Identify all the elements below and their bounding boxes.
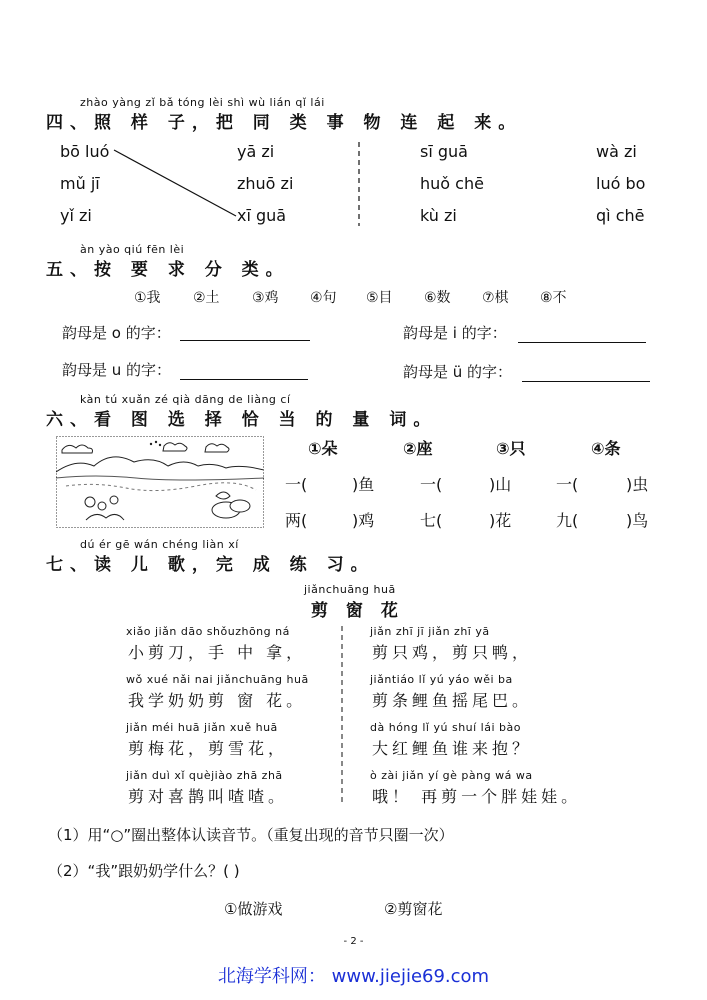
poem-left-pinyin-1: xiǎo jiǎn dāo shǒuzhōng ná — [126, 625, 290, 638]
poem-left-pinyin-4: jiǎn duì xǐ quèjiào zhā zhā — [126, 769, 283, 782]
s5-blank-label-v: 韵母是 ü 的字： — [403, 363, 513, 381]
q2-option-papercut: ②剪窗花 — [384, 900, 443, 918]
poem-left-line-1: 小剪刀，手 中 拿， — [128, 643, 307, 662]
page-number: - 2 - — [343, 936, 364, 947]
s5-pinyin: àn yào qiú fēn lèi — [80, 243, 185, 256]
s5-answer-line-v[interactable] — [522, 363, 650, 382]
s6-blank-open: 一( — [420, 475, 443, 494]
s4-pinyin: zhào yàng zǐ bǎ tóng lèi shì wù lián qǐ lái — [80, 96, 325, 109]
s6-blank-close-flower: )花 — [489, 511, 512, 530]
s7-pinyin: dú ér gē wán chéng liàn xí — [80, 538, 239, 551]
s6-blank-open: 一( — [285, 475, 308, 494]
s4-right-col2-item: qì chē — [596, 206, 645, 225]
s6-blank-close-fish: )鱼 — [352, 475, 375, 494]
s5-blank-label-i: 韵母是 i 的字： — [403, 324, 507, 342]
s5-blank-label-u: 韵母是 u 的字： — [62, 361, 172, 379]
connector-line — [114, 150, 236, 216]
s5-option: ⑧不 — [540, 290, 567, 306]
s4-right-col1-item: huǒ chē — [420, 174, 484, 193]
s5-option: ⑥数 — [424, 290, 451, 306]
poem-left-line-3: 剪梅花，剪雪花， — [128, 739, 289, 758]
s4-right-col2-item: wà zi — [596, 142, 637, 161]
poem-title-pinyin: jiǎnchuāng huā — [304, 583, 396, 596]
s4-left-col2-item: yā zi — [237, 142, 275, 161]
poem-right-pinyin-4: ò zài jiǎn yí gè pàng wá wa — [370, 769, 533, 782]
s5-option: ③鸡 — [252, 290, 279, 306]
poem-title: 剪 窗 花 — [311, 601, 404, 621]
s6-blank-close-insect: )虫 — [626, 475, 649, 494]
s4-left-col1-item: bō luó — [60, 142, 110, 161]
s4-left-col1-item: mǔ jī — [60, 174, 100, 193]
poem-right-line-1: 剪只鸡，剪只鸭， — [372, 643, 533, 662]
s5-option: ②土 — [193, 290, 220, 306]
s6-option-zhi: ③只 — [496, 439, 526, 458]
s4-left-col2-item: xī guā — [237, 206, 287, 225]
s6-option-zuo: ②座 — [403, 439, 433, 458]
s6-blank-open: 九( — [556, 511, 579, 530]
s5-option: ④句 — [310, 290, 337, 306]
s5-answer-line-u[interactable] — [180, 361, 308, 380]
question-2: （2）“我”跟奶奶学什么？( ) — [48, 862, 240, 880]
s5-option: ⑤目 — [366, 290, 393, 306]
s6-blank-close-mountain: )山 — [489, 475, 512, 494]
s5-option: ⑦棋 — [482, 290, 509, 306]
bird-flock-icon — [150, 441, 161, 446]
s6-option-tiao: ④条 — [591, 439, 621, 458]
poem-right-line-4: 哦！ 再剪一个胖娃娃。 — [372, 787, 582, 806]
poem-left-pinyin-2: wǒ xué nǎi nai jiǎnchuāng huā — [126, 673, 309, 686]
leaf-bush-icon — [212, 492, 250, 518]
cloud-icon — [205, 444, 229, 452]
poem-right-line-3: 大红鲤鱼谁来抱？ — [372, 739, 533, 758]
s4-right-col2-item: luó bo — [596, 174, 646, 193]
s4-heading: 四、照 样 子，把 同 类 事 物 连 起 来。 — [46, 113, 523, 133]
mountain-ridge — [56, 457, 264, 472]
cloud-icon — [163, 443, 187, 451]
s4-left-col2-item: zhuō zi — [237, 174, 294, 193]
poem-divider — [340, 626, 344, 806]
s6-blank-close-chicken: )鸡 — [352, 511, 375, 530]
s7-heading: 七、读 儿 歌，完 成 练 习。 — [46, 555, 375, 575]
s5-heading: 五、按 要 求 分 类。 — [46, 260, 290, 280]
poem-left-line-4: 剪对喜鹊叫喳喳。 — [128, 787, 289, 806]
s6-option-duo: ①朵 — [308, 439, 338, 458]
poem-right-pinyin-2: jiǎntiáo lǐ yú yáo wěi ba — [370, 673, 513, 686]
s6-heading: 六、看 图 选 择 恰 当 的 量 词。 — [46, 410, 438, 430]
s6-pinyin: kàn tú xuǎn zé qià dāng de liàng cí — [80, 393, 291, 406]
s5-option: ①我 — [134, 290, 161, 306]
s5-answer-line-i[interactable] — [518, 324, 646, 343]
s6-blank-close-bird: )鸟 — [626, 511, 649, 530]
q2-option-game: ①做游戏 — [224, 900, 283, 918]
s5-answer-line-o[interactable] — [180, 322, 310, 341]
poem-left-pinyin-3: jiǎn méi huā jiǎn xuě huā — [126, 721, 278, 734]
s6-blank-open: 七( — [420, 511, 443, 530]
poem-right-pinyin-1: jiǎn zhī jī jiǎn zhī yā — [370, 625, 490, 638]
poem-left-line-2: 我学奶奶剪 窗 花。 — [128, 691, 307, 710]
watermark: 北海学科网： www.jiejie69.com — [217, 966, 490, 987]
s4-right-col1-item: sī guā — [420, 142, 468, 161]
s5-blank-label-o: 韵母是 o 的字： — [62, 324, 171, 342]
s6-blank-open: 一( — [556, 475, 579, 494]
poem-right-line-2: 剪条鲤鱼摇尾巴。 — [372, 691, 533, 710]
landscape-illustration — [56, 436, 264, 528]
poem-right-pinyin-3: dà hóng lǐ yú shuí lái bào — [370, 721, 521, 734]
question-1: （1）用“○”圈出整体认读音节。（重复出现的音节只圈一次） — [48, 826, 454, 844]
river-line — [66, 483, 256, 491]
horizon-line — [56, 476, 264, 480]
s4-left-col1-item: yǐ zi — [60, 206, 92, 225]
s6-blank-open: 两( — [285, 511, 308, 530]
s4-right-col1-item: kù zi — [420, 206, 457, 225]
cloud-icon — [62, 445, 93, 453]
flower-icon — [85, 496, 124, 520]
